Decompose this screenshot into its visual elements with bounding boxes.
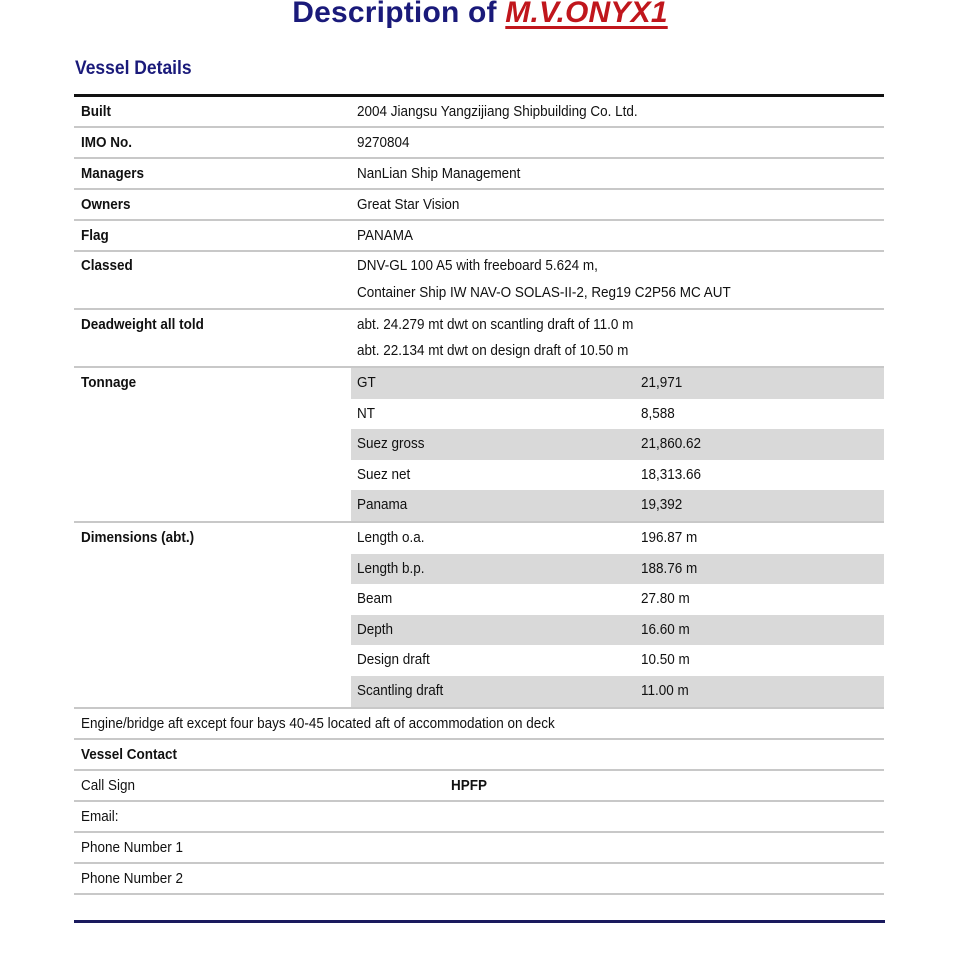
value-line-1: abt. 24.279 mt dwt on scantling draft of 11.0 m [357,317,634,333]
row-note [74,709,884,740]
dimension-row [351,615,884,646]
row-built [74,97,884,128]
value: 18,313.66 [641,466,701,483]
key: NT [357,405,375,422]
dimension-row [351,676,884,707]
row-deadweight [74,310,884,368]
value: 19,392 [641,497,683,514]
title-prefix: Description of [292,0,497,29]
footer-divider [74,920,885,923]
key: Length o.a. [357,529,425,546]
value: 16.60 m [641,621,690,638]
tonnage-row [351,429,884,460]
value: 21,860.62 [641,436,701,453]
row-flag [74,221,884,252]
dimension-row [351,645,884,676]
value: 188.76 m [641,560,698,577]
key: Panama [357,497,408,514]
value-line-1: DNV-GL 100 A5 with freeboard 5.624 m, [357,258,598,274]
value: 196.87 m [641,529,698,546]
tonnage-row [351,490,884,521]
vessel-name: M.V.ONYX1 [505,0,668,29]
row-dimensions [74,523,884,709]
label: Built [81,104,111,120]
tonnage-row [351,399,884,430]
key: Suez net [357,466,411,483]
row-email [74,802,884,833]
page-title [0,0,960,30]
key: Suez gross [357,436,425,453]
email-label: Email: [81,808,119,825]
label: Owners [81,197,131,213]
dimension-row [351,523,884,554]
row-managers [74,159,884,190]
key: Depth [357,621,393,638]
value-line-2: Container Ship IW NAV-O SOLAS-II-2, Reg19 C2P56 MC AUT [357,285,731,301]
row-phone-2 [74,864,884,895]
label: Deadweight all told [81,317,204,333]
value-line-2: abt. 22.134 mt dwt on design draft of 10.50 m [357,343,629,359]
value: 21,971 [641,375,683,391]
tonnage-row [351,460,884,491]
value: PANAMA [357,228,413,244]
value: 9270804 [357,135,410,151]
contact-heading: Vessel Contact [81,746,177,763]
value: 2004 Jiangsu Yangzijiang Shipbuilding Co. Ltd. [357,104,638,120]
row-owners [74,190,884,221]
vessel-details-table [74,94,884,895]
row-call-sign [74,771,884,802]
label: Managers [81,166,144,182]
call-sign-label: Call Sign [81,777,135,794]
label: Flag [81,228,109,244]
key: Beam [357,591,393,608]
value: Great Star Vision [357,197,460,213]
value: NanLian Ship Management [357,166,521,182]
phone-1-label: Phone Number 1 [81,839,183,856]
label: Tonnage [81,375,137,391]
value: 27.80 m [641,591,690,608]
section-title: Vessel Details [75,58,192,79]
row-phone-1 [74,833,884,864]
key: Length b.p. [357,560,425,577]
dimension-row [351,554,884,585]
label: IMO No. [81,135,132,151]
key: GT [357,375,376,391]
row-imo [74,128,884,159]
value: 11.00 m [641,682,689,699]
value: 8,588 [641,405,675,422]
label: Dimensions (abt.) [81,529,195,546]
phone-2-label: Phone Number 2 [81,870,183,887]
dimension-row [351,584,884,615]
tonnage-row [351,368,884,399]
key: Design draft [357,652,430,669]
label: Classed [81,258,133,274]
call-sign-value: HPFP [451,777,487,794]
row-classed [74,252,884,310]
row-vessel-contact [74,740,884,771]
note-text: Engine/bridge aft except four bays 40-45 located aft of accommodation on deck [81,715,555,732]
row-tonnage [74,368,884,523]
key: Scantling draft [357,682,444,699]
value: 10.50 m [641,652,690,669]
